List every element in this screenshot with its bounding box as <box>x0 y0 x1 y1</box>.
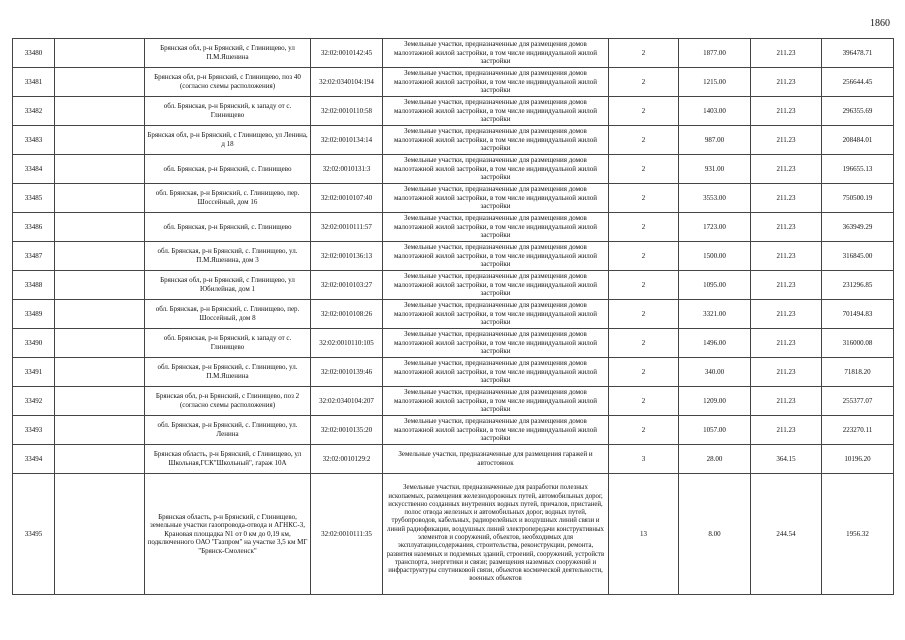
total-value-cell: 71818.20 <box>822 358 894 387</box>
group-cell: 3 <box>609 445 679 474</box>
total-value-cell: 255377.07 <box>822 387 894 416</box>
empty-cell <box>55 184 145 213</box>
cadastral-number-cell: 32:02:0010108:26 <box>311 300 383 329</box>
land-use-cell: Земельные участки, предназначенные для разработки полезных ископаемых, размещения железнодорожных путей, автомобильных дорог, искусственно созданных внутренних водных путей, причалов, пристаней, полос отвода железных и автомобильных дорог, водных путей, трубопроводов, кабельных, радиорелейных и воздушных линий связи и линий радиофикации, воздушных линий электропередачи конструктивных элементов и сооружений, объектов, необходимых для эксплуатации,содержания, строительства, реконструкции, ремонта, развития наземных и подземных зданий, строений, сооружений, устройств транспорта, энергетики и связи; размещения наземных сооружений и инфраструктуры спутниковой связи, объектов космической деятельности, военных объектов <box>383 474 609 595</box>
rate-cell: 211.23 <box>751 184 822 213</box>
address-cell: обл. Брянская, р-н Брянский, с. Глинищево, ул. П.М.Яшенина, дом 3 <box>145 242 311 271</box>
table-row <box>13 271 894 300</box>
address-cell: обл. Брянская, р-н Брянский, с. Глинищево, ул. Ленина <box>145 416 311 445</box>
rate-cell: 211.23 <box>751 39 822 68</box>
group-cell: 2 <box>609 184 679 213</box>
total-value-cell: 316845.00 <box>822 242 894 271</box>
empty-cell <box>55 242 145 271</box>
table-row <box>13 387 894 416</box>
address-cell: Брянская обл, р-н Брянский, с Глинищево, поз 2 (согласно схемы расположения) <box>145 387 311 416</box>
group-cell: 2 <box>609 126 679 155</box>
row-id: 33495 <box>13 474 55 595</box>
total-value-cell: 231296.85 <box>822 271 894 300</box>
rate-cell: 211.23 <box>751 242 822 271</box>
land-use-cell: Земельные участки, предназначенные для размещения домов малоэтажной жилой застройки, в том числе индивидуальной жилой застройки <box>383 184 609 213</box>
empty-cell <box>55 68 145 97</box>
table-row <box>13 155 894 184</box>
table-row <box>13 445 894 474</box>
area-cell: 1500.00 <box>679 242 751 271</box>
row-id: 33486 <box>13 213 55 242</box>
land-use-cell: Земельные участки, предназначенные для размещения домов малоэтажной жилой застройки, в том числе индивидуальной жилой застройки <box>383 300 609 329</box>
empty-cell <box>55 300 145 329</box>
cadastral-number-cell: 32:02:0010135:20 <box>311 416 383 445</box>
address-cell: обл. Брянская, р-н Брянский, с. Глинищево <box>145 213 311 242</box>
area-cell: 1723.00 <box>679 213 751 242</box>
address-cell: Брянская область, р-н Брянский, с Глинищево, ул Школьная,ГСК"Школьный", гараж 10А <box>145 445 311 474</box>
land-use-cell: Земельные участки, предназначенные для размещения домов малоэтажной жилой застройки, в том числе индивидуальной жилой застройки <box>383 155 609 184</box>
group-cell: 2 <box>609 97 679 126</box>
empty-cell <box>55 329 145 358</box>
row-id: 33491 <box>13 358 55 387</box>
rate-cell: 211.23 <box>751 97 822 126</box>
area-cell: 340.00 <box>679 358 751 387</box>
group-cell: 2 <box>609 387 679 416</box>
area-cell: 28.00 <box>679 445 751 474</box>
address-cell: Брянская обл, р-н Брянский, с Глинищево, ул П.М.Яшенина <box>145 39 311 68</box>
group-cell: 2 <box>609 39 679 68</box>
table-row <box>13 329 894 358</box>
row-id: 33485 <box>13 184 55 213</box>
address-cell: обл. Брянская, р-н Брянский, к западу от с. Глинищево <box>145 97 311 126</box>
row-id: 33487 <box>13 242 55 271</box>
area-cell: 987.00 <box>679 126 751 155</box>
table-row <box>13 242 894 271</box>
total-value-cell: 10196.20 <box>822 445 894 474</box>
cadastral-number-cell: 32:02:0010110:58 <box>311 97 383 126</box>
row-id: 33493 <box>13 416 55 445</box>
total-value-cell: 208484.01 <box>822 126 894 155</box>
address-cell: обл. Брянская, р-н Брянский, с. Глинищево, пер. Шоссейный, дом 16 <box>145 184 311 213</box>
address-cell: Брянская обл, р-н Брянский, с Глинищево, поз 40 (согласно схемы расположения) <box>145 68 311 97</box>
address-cell: Брянская обл, р-н Брянский, с Глинищево, ул Юбилейная, дом 1 <box>145 271 311 300</box>
group-cell: 2 <box>609 416 679 445</box>
address-cell: Брянская область, р-н Брянский, с Глинищево, земельные участки газопровода-отвода и АГНКС-3, Крановая площадка N1 от 0 км до 0,19 км, подключенного ОАО "Газпром" на участке 3,5 км МГ "Брянск-Смоленск" <box>145 474 311 595</box>
area-cell: 3321.00 <box>679 300 751 329</box>
land-use-cell: Земельные участки, предназначенные для размещения домов малоэтажной жилой застройки, в том числе индивидуальной жилой застройки <box>383 68 609 97</box>
total-value-cell: 316000.08 <box>822 329 894 358</box>
table-row <box>13 97 894 126</box>
area-cell: 1215.00 <box>679 68 751 97</box>
row-id: 33481 <box>13 68 55 97</box>
row-id: 33480 <box>13 39 55 68</box>
table-row <box>13 126 894 155</box>
land-use-cell: Земельные участки, предназначенные для размещения домов малоэтажной жилой застройки, в том числе индивидуальной жилой застройки <box>383 271 609 300</box>
row-id: 33490 <box>13 329 55 358</box>
empty-cell <box>55 126 145 155</box>
row-id: 33483 <box>13 126 55 155</box>
group-cell: 2 <box>609 329 679 358</box>
area-cell: 1877.00 <box>679 39 751 68</box>
rate-cell: 211.23 <box>751 416 822 445</box>
area-cell: 1209.00 <box>679 387 751 416</box>
area-cell: 1496.00 <box>679 329 751 358</box>
address-cell: обл. Брянская, р-н Брянский, к западу от с. Глинищево <box>145 329 311 358</box>
cadastral-number-cell: 32:02:0010131:3 <box>311 155 383 184</box>
empty-cell <box>55 358 145 387</box>
area-cell: 1095.00 <box>679 271 751 300</box>
row-id: 33492 <box>13 387 55 416</box>
cadastral-number-cell: 32:02:0010103:27 <box>311 271 383 300</box>
total-value-cell: 701494.83 <box>822 300 894 329</box>
rate-cell: 211.23 <box>751 358 822 387</box>
rate-cell: 211.23 <box>751 126 822 155</box>
address-cell: обл. Брянская, р-н Брянский, с. Глинищево, ул. П.М.Яшенина <box>145 358 311 387</box>
rate-cell: 244.54 <box>751 474 822 595</box>
area-cell: 8.00 <box>679 474 751 595</box>
empty-cell <box>55 39 145 68</box>
rate-cell: 211.23 <box>751 213 822 242</box>
table-row <box>13 213 894 242</box>
cadastral-number-cell: 32:02:0010129:2 <box>311 445 383 474</box>
cadastral-number-cell: 32:02:0340104:194 <box>311 68 383 97</box>
cadastral-number-cell: 32:02:0340104:207 <box>311 387 383 416</box>
group-cell: 2 <box>609 242 679 271</box>
land-use-cell: Земельные участки, предназначенные для размещения гаражей и автостоянок <box>383 445 609 474</box>
land-use-cell: Земельные участки, предназначенные для размещения домов малоэтажной жилой застройки, в том числе индивидуальной жилой застройки <box>383 242 609 271</box>
empty-cell <box>55 271 145 300</box>
table-row <box>13 474 894 595</box>
cadastral-number-cell: 32:02:0010134:14 <box>311 126 383 155</box>
land-use-cell: Земельные участки, предназначенные для размещения домов малоэтажной жилой застройки, в том числе индивидуальной жилой застройки <box>383 97 609 126</box>
group-cell: 2 <box>609 271 679 300</box>
cadastral-number-cell: 32:02:0010111:35 <box>311 474 383 595</box>
total-value-cell: 256644.45 <box>822 68 894 97</box>
table-row <box>13 184 894 213</box>
group-cell: 2 <box>609 358 679 387</box>
land-use-cell: Земельные участки, предназначенные для размещения домов малоэтажной жилой застройки, в том числе индивидуальной жилой застройки <box>383 126 609 155</box>
row-id: 33494 <box>13 445 55 474</box>
rate-cell: 211.23 <box>751 387 822 416</box>
rate-cell: 211.23 <box>751 329 822 358</box>
table-row <box>13 300 894 329</box>
empty-cell <box>55 445 145 474</box>
total-value-cell: 296355.69 <box>822 97 894 126</box>
land-use-cell: Земельные участки, предназначенные для размещения домов малоэтажной жилой застройки, в том числе индивидуальной жилой застройки <box>383 329 609 358</box>
row-id: 33482 <box>13 97 55 126</box>
table-body <box>13 39 894 595</box>
empty-cell <box>55 97 145 126</box>
area-cell: 1403.00 <box>679 97 751 126</box>
rate-cell: 364.15 <box>751 445 822 474</box>
group-cell: 2 <box>609 213 679 242</box>
cadastral-number-cell: 32:02:0010136:13 <box>311 242 383 271</box>
rate-cell: 211.23 <box>751 271 822 300</box>
cadastral-number-cell: 32:02:0010111:57 <box>311 213 383 242</box>
empty-cell <box>55 213 145 242</box>
table-row <box>13 358 894 387</box>
address-cell: обл. Брянская, р-н Брянский, с. Глинищево, пер. Шоссейный, дом 8 <box>145 300 311 329</box>
area-cell: 1057.00 <box>679 416 751 445</box>
table-row <box>13 68 894 97</box>
address-cell: обл. Брянская, р-н Брянский, с. Глинищево <box>145 155 311 184</box>
rate-cell: 211.23 <box>751 68 822 97</box>
total-value-cell: 396478.71 <box>822 39 894 68</box>
address-cell: Брянская обл, р-н Брянский, с Глинищево, ул Ленина, д 18 <box>145 126 311 155</box>
total-value-cell: 750500.19 <box>822 184 894 213</box>
row-id: 33488 <box>13 271 55 300</box>
total-value-cell: 223270.11 <box>822 416 894 445</box>
rate-cell: 211.23 <box>751 155 822 184</box>
table-row <box>13 39 894 68</box>
row-id: 33484 <box>13 155 55 184</box>
cadastral-number-cell: 32:02:0010107:40 <box>311 184 383 213</box>
group-cell: 2 <box>609 155 679 184</box>
land-use-cell: Земельные участки, предназначенные для размещения домов малоэтажной жилой застройки, в том числе индивидуальной жилой застройки <box>383 387 609 416</box>
group-cell: 13 <box>609 474 679 595</box>
empty-cell <box>55 474 145 595</box>
land-use-cell: Земельные участки, предназначенные для размещения домов малоэтажной жилой застройки, в том числе индивидуальной жилой застройки <box>383 213 609 242</box>
land-use-cell: Земельные участки, предназначенные для размещения домов малоэтажной жилой застройки, в том числе индивидуальной жилой застройки <box>383 416 609 445</box>
table-row <box>13 416 894 445</box>
group-cell: 2 <box>609 68 679 97</box>
cadastral-number-cell: 32:02:0010110:105 <box>311 329 383 358</box>
row-id: 33489 <box>13 300 55 329</box>
area-cell: 931.00 <box>679 155 751 184</box>
empty-cell <box>55 416 145 445</box>
empty-cell <box>55 155 145 184</box>
page-number: 1860 <box>870 18 890 29</box>
total-value-cell: 196655.13 <box>822 155 894 184</box>
group-cell: 2 <box>609 300 679 329</box>
area-cell: 3553.00 <box>679 184 751 213</box>
rate-cell: 211.23 <box>751 300 822 329</box>
total-value-cell: 363949.29 <box>822 213 894 242</box>
cadastral-number-cell: 32:02:0010139:46 <box>311 358 383 387</box>
cadastral-number-cell: 32:02:0010142:45 <box>311 39 383 68</box>
land-use-cell: Земельные участки, предназначенные для размещения домов малоэтажной жилой застройки, в том числе индивидуальной жилой застройки <box>383 39 609 68</box>
cadastral-value-table <box>12 38 894 595</box>
land-use-cell: Земельные участки, предназначенные для размещения домов малоэтажной жилой застройки, в том числе индивидуальной жилой застройки <box>383 358 609 387</box>
total-value-cell: 1956.32 <box>822 474 894 595</box>
empty-cell <box>55 387 145 416</box>
